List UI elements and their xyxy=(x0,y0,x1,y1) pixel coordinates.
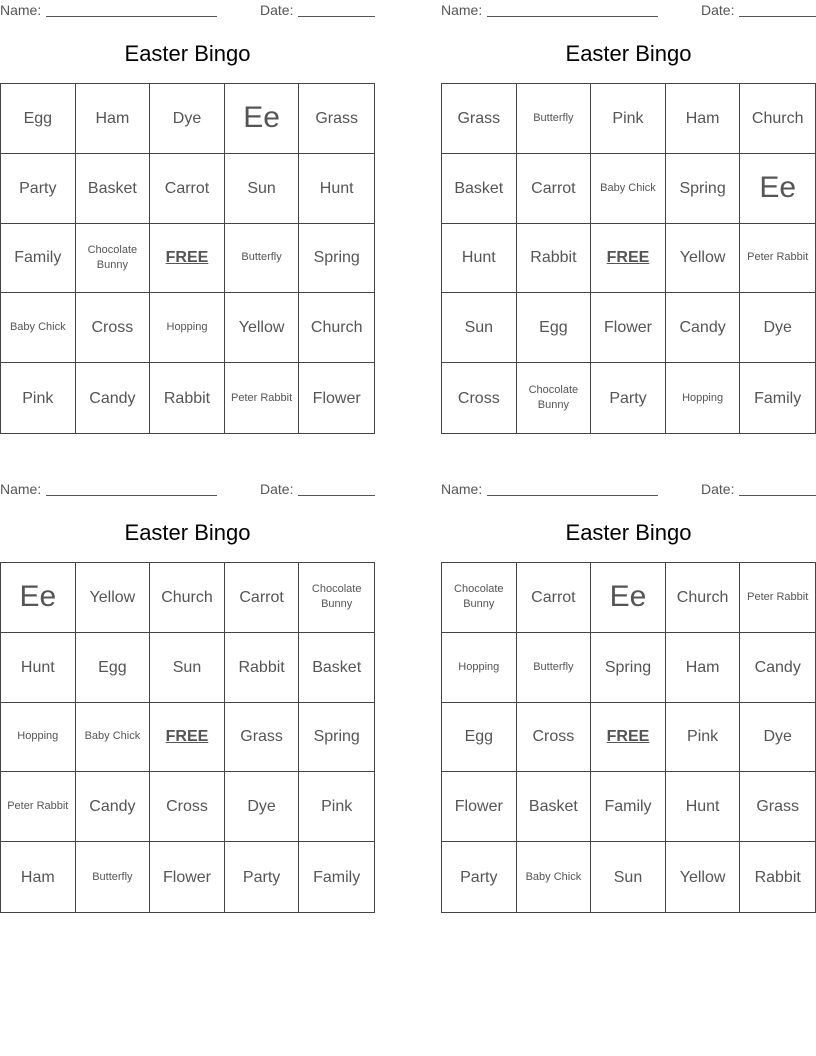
bingo-cell[interactable]: Flower xyxy=(442,772,517,842)
bingo-cell[interactable]: Ee xyxy=(1,563,76,633)
free-space-cell[interactable]: FREE xyxy=(591,703,666,773)
bingo-cell[interactable]: Butterfly xyxy=(76,842,151,912)
bingo-cell[interactable]: Peter Rabbit xyxy=(1,772,76,842)
card-title: Easter Bingo xyxy=(124,520,251,545)
bingo-cell[interactable]: Family xyxy=(591,772,666,842)
bingo-cell[interactable]: Ee xyxy=(591,563,666,633)
bingo-cell[interactable]: Spring xyxy=(591,633,666,703)
bingo-cell[interactable]: Basket xyxy=(517,772,592,842)
bingo-cell[interactable]: Family xyxy=(754,389,802,407)
bingo-card xyxy=(0,479,375,919)
bingo-cell[interactable]: Egg xyxy=(1,84,76,154)
bingo-cell[interactable]: Yellow xyxy=(225,293,300,363)
bingo-cell[interactable]: Pink xyxy=(666,703,741,773)
bingo-cell[interactable]: Yellow xyxy=(76,563,151,633)
name-label: Name: xyxy=(0,2,42,18)
bingo-cell[interactable]: Dye xyxy=(740,703,815,773)
bingo-cell[interactable]: Sun xyxy=(150,633,225,703)
bingo-cell[interactable]: Pink xyxy=(1,363,76,433)
date-label: Date: xyxy=(701,481,735,497)
bingo-cell[interactable]: Butterfly xyxy=(517,633,592,703)
bingo-cell[interactable]: Rabbit xyxy=(225,633,300,703)
bingo-cell[interactable]: Peter Rabbit xyxy=(225,363,300,433)
bingo-cell[interactable]: Basket xyxy=(299,633,374,703)
bingo-cell[interactable]: Yellow xyxy=(666,224,741,294)
bingo-cell[interactable]: Flower xyxy=(150,842,225,912)
bingo-cell[interactable]: Grass xyxy=(442,84,517,154)
name-blank-line[interactable] xyxy=(46,16,217,17)
bingo-cell[interactable]: Egg xyxy=(517,293,592,363)
bingo-cell[interactable]: Peter Rabbit xyxy=(740,224,815,294)
bingo-cell[interactable]: Ham xyxy=(76,84,151,154)
bingo-cell[interactable]: Family xyxy=(1,224,76,294)
bingo-cell[interactable]: Party xyxy=(1,154,76,224)
card-header xyxy=(441,479,816,499)
bingo-cell[interactable]: Flower xyxy=(591,293,666,363)
bingo-cell[interactable]: Carrot xyxy=(225,563,300,633)
bingo-cell[interactable]: Chocolate Bunny xyxy=(299,563,374,633)
bingo-cell[interactable]: Hopping xyxy=(666,363,741,433)
bingo-cell[interactable]: Baby Chick xyxy=(591,154,666,224)
bingo-cell[interactable]: Candy xyxy=(740,633,815,703)
bingo-cell[interactable]: Flower xyxy=(312,389,361,407)
name-label: Name: xyxy=(441,2,483,18)
bingo-cell[interactable]: Dye xyxy=(740,293,815,363)
bingo-cell[interactable]: Candy xyxy=(76,363,151,433)
bingo-grid xyxy=(0,83,375,434)
bingo-cell[interactable]: Dye xyxy=(150,84,225,154)
bingo-cell[interactable]: Basket xyxy=(76,154,151,224)
bingo-cell[interactable]: Ham xyxy=(666,633,741,703)
bingo-cell[interactable]: Pink xyxy=(299,772,374,842)
bingo-card xyxy=(441,0,816,440)
bingo-cell[interactable]: Chocolate Bunny xyxy=(442,563,517,633)
bingo-cell[interactable]: Chocolate Bunny xyxy=(76,224,151,294)
bingo-cell[interactable]: Ham xyxy=(1,842,76,912)
date-blank-line[interactable] xyxy=(298,16,375,17)
bingo-cell[interactable]: Egg xyxy=(76,633,151,703)
bingo-cell[interactable]: Hunt xyxy=(666,772,741,842)
bingo-card xyxy=(441,479,816,919)
bingo-cell[interactable]: Carrot xyxy=(517,154,592,224)
bingo-cell[interactable]: Spring xyxy=(299,224,374,294)
card-title: Easter Bingo xyxy=(124,41,251,66)
card-title: Easter Bingo xyxy=(565,520,692,545)
bingo-cell[interactable]: Basket xyxy=(442,154,517,224)
bingo-cell[interactable]: Cross xyxy=(442,363,517,433)
free-space-cell[interactable]: FREE xyxy=(150,703,225,773)
bingo-cell[interactable]: Hunt xyxy=(1,633,76,703)
name-label: Name: xyxy=(441,481,483,497)
card-header xyxy=(0,479,375,499)
date-label: Date: xyxy=(260,2,294,18)
date-label: Date: xyxy=(260,481,294,497)
bingo-cell[interactable]: Carrot xyxy=(517,563,592,633)
bingo-cell[interactable]: Baby Chick xyxy=(76,703,151,773)
bingo-cell[interactable]: Sun xyxy=(591,842,666,912)
bingo-cell[interactable]: Hopping xyxy=(1,703,76,773)
bingo-cell[interactable]: Hopping xyxy=(150,293,225,363)
free-space-cell[interactable]: FREE xyxy=(150,224,225,294)
bingo-cell[interactable]: Dye xyxy=(225,772,300,842)
bingo-cell[interactable]: Church xyxy=(740,84,815,154)
bingo-cell[interactable]: Sun xyxy=(442,293,517,363)
bingo-cell[interactable]: Party xyxy=(442,842,517,912)
bingo-cell[interactable]: Party xyxy=(591,363,666,433)
bingo-cell[interactable]: Church xyxy=(666,563,741,633)
bingo-cell[interactable]: Candy xyxy=(76,772,151,842)
bingo-cell[interactable]: Ham xyxy=(666,84,741,154)
name-label: Name: xyxy=(0,481,42,497)
bingo-cell[interactable]: Baby Chick xyxy=(1,293,76,363)
card-header xyxy=(441,0,816,20)
bingo-card xyxy=(0,0,375,440)
bingo-cell[interactable]: Church xyxy=(299,293,374,363)
name-blank-line[interactable] xyxy=(46,495,217,496)
bingo-cell[interactable]: Rabbit xyxy=(517,224,592,294)
bingo-cell[interactable]: Cross xyxy=(517,703,592,773)
bingo-cell[interactable]: Party xyxy=(225,842,300,912)
bingo-cell[interactable]: Church xyxy=(150,563,225,633)
bingo-cell[interactable]: Butterfly xyxy=(225,224,300,294)
bingo-cell[interactable]: Hunt xyxy=(442,224,517,294)
date-blank-line[interactable] xyxy=(739,16,816,17)
bingo-cell[interactable]: Spring xyxy=(299,703,374,773)
bingo-grid xyxy=(441,83,816,434)
bingo-cell[interactable]: Chocolate Bunny xyxy=(517,363,592,433)
name-blank-line[interactable] xyxy=(487,16,658,17)
free-space-cell[interactable]: FREE xyxy=(591,224,666,294)
bingo-grid xyxy=(0,562,375,913)
bingo-cell[interactable]: Butterfly xyxy=(517,84,592,154)
bingo-cell[interactable]: Carrot xyxy=(150,154,225,224)
name-blank-line[interactable] xyxy=(487,495,658,496)
date-blank-line[interactable] xyxy=(298,495,375,496)
date-blank-line[interactable] xyxy=(739,495,816,496)
bingo-cell[interactable]: Family xyxy=(313,868,361,886)
bingo-cell[interactable]: Cross xyxy=(150,772,225,842)
bingo-cell[interactable]: Rabbit xyxy=(754,868,801,886)
bingo-cell[interactable]: Candy xyxy=(666,293,741,363)
bingo-cell[interactable]: Hopping xyxy=(442,633,517,703)
bingo-cell[interactable]: Ee xyxy=(740,154,815,224)
bingo-grid xyxy=(441,562,816,913)
bingo-cell[interactable]: Rabbit xyxy=(150,363,225,433)
bingo-cell[interactable]: Hunt xyxy=(299,154,374,224)
bingo-cell[interactable]: Pink xyxy=(591,84,666,154)
bingo-cell[interactable]: Yellow xyxy=(666,842,741,912)
date-label: Date: xyxy=(701,2,735,18)
bingo-cell[interactable]: Spring xyxy=(666,154,741,224)
bingo-cell[interactable]: Ee xyxy=(225,84,300,154)
bingo-cell[interactable]: Peter Rabbit xyxy=(740,563,815,633)
card-title: Easter Bingo xyxy=(565,41,692,66)
bingo-cell[interactable]: Grass xyxy=(299,84,374,154)
bingo-cell[interactable]: Grass xyxy=(225,703,300,773)
bingo-cell[interactable]: Baby Chick xyxy=(517,842,592,912)
bingo-cell[interactable]: Egg xyxy=(442,703,517,773)
bingo-cell[interactable]: Sun xyxy=(225,154,300,224)
card-header xyxy=(0,0,375,20)
bingo-cell[interactable]: Grass xyxy=(740,772,815,842)
bingo-cell[interactable]: Cross xyxy=(76,293,151,363)
